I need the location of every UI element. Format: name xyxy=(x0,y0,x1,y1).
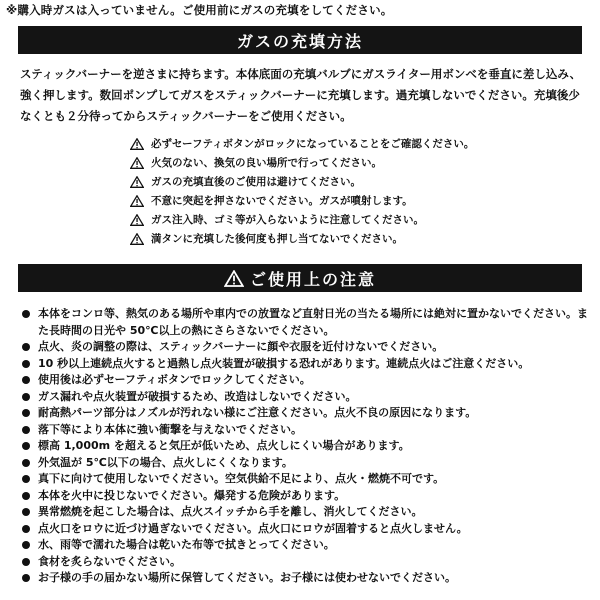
warning-triangle-icon xyxy=(130,157,144,169)
warning-triangle-icon xyxy=(130,138,144,150)
list-item-text: 10 秒以上連続点火すると過熱し点火装置が破損する恐れがあります。連続点火はご注意ください。 xyxy=(38,356,530,370)
list-item-text: お子様の手の届かない場所に保管してください。お子様には使わせないでください。 xyxy=(38,571,456,584)
caution-text: ガス注入時、ゴミ等が入らないように注意してください。 xyxy=(151,214,424,226)
warning-triangle-icon xyxy=(130,233,144,245)
purchase-gas-note: ※購入時ガスは入っていません。ご使用前にガスの充填をしてください。 xyxy=(6,3,393,17)
caution-item xyxy=(130,210,474,229)
warning-triangle-icon xyxy=(130,214,144,226)
bullet-icon xyxy=(22,475,30,483)
list-item xyxy=(22,356,592,373)
caution-item xyxy=(130,191,474,210)
list-item xyxy=(22,405,592,422)
list-item-text: 耐高熱パーツ部分はノズルが汚れない様にご注意ください。点火不良の原因になります。 xyxy=(38,406,477,419)
list-item xyxy=(22,306,592,339)
bullet-icon xyxy=(22,442,30,450)
bullet-icon xyxy=(22,310,30,318)
list-item-text: 真下に向けて使用しないでください。空気供給不足により、点火・燃焼不可です。 xyxy=(38,472,445,485)
bullet-icon xyxy=(22,426,30,434)
list-item-text: 水、雨等で濡れた場合は乾いた布等で拭きとってください。 xyxy=(38,538,335,551)
caution-text: 満タンに充填した後何度も押し当てないでください。 xyxy=(151,233,403,245)
caution-text: 必ずセーフティボタンがロックになっていることをご確認ください。 xyxy=(151,138,475,150)
caution-item xyxy=(130,172,474,191)
list-item-text: 点火口をロウに近づけ過ぎないでください。点火口にロウが固着すると点火しません。 xyxy=(38,521,468,535)
list-item xyxy=(22,339,592,356)
caution-item xyxy=(130,134,474,153)
filling-instructions: スティックバーナーを逆さまに持ちます。本体底面の充填バルブにガスライター用ボンベを垂直に差し込み、強く押します。数回ポンプしてガスをスティックバーナーに充填します。過充填しないでください。充填後少なくとも２分待ってからスティックバーナーをご使用ください。 xyxy=(20,67,582,123)
warning-triangle-icon xyxy=(130,195,144,207)
usage-precautions-list xyxy=(22,306,592,587)
list-item-text: 異常燃焼を起こした場合は、点火スイッチから手を離し、消火してください。 xyxy=(38,505,423,518)
list-item xyxy=(22,455,592,472)
bullet-icon xyxy=(22,508,30,516)
list-item xyxy=(22,471,592,488)
bullet-icon xyxy=(22,393,30,401)
list-item xyxy=(22,488,592,505)
list-item-text: 標高 1,000m を超えると気圧が低いため、点火しにくい場合があります。 xyxy=(38,439,410,452)
warning-triangle-icon xyxy=(130,176,144,188)
list-item-text: 使用後は必ずセーフティボタンでロックしてください。 xyxy=(38,373,311,386)
list-item-text: 落下等により本体に強い衝撃を与えないでください。 xyxy=(38,422,302,436)
bullet-icon xyxy=(22,459,30,467)
bullet-icon xyxy=(22,541,30,549)
section-title-usage-precautions: ご使用上の注意 xyxy=(249,269,376,289)
bullet-icon xyxy=(22,360,30,368)
list-item-text: ガス漏れや点火装置が破損するため、改造はしないでください。 xyxy=(38,389,357,403)
bullet-icon xyxy=(22,492,30,500)
section-header-usage-precautions xyxy=(18,264,582,292)
list-item-text: 点火、炎の調整の際は、スティックバーナーに顔や衣服を近付けないでください。 xyxy=(38,340,444,353)
warning-triangle-icon xyxy=(224,270,244,287)
list-item xyxy=(22,422,592,439)
bullet-icon xyxy=(22,525,30,533)
bullet-icon xyxy=(22,376,30,384)
bullet-icon xyxy=(22,409,30,417)
list-item xyxy=(22,504,592,521)
list-item xyxy=(22,389,592,406)
list-item xyxy=(22,554,592,571)
caution-item xyxy=(130,229,474,248)
bullet-icon xyxy=(22,574,30,582)
section-header-gas-filling xyxy=(18,26,582,54)
section-title-gas-filling: ガスの充填方法 xyxy=(236,31,363,51)
list-item-text: 外気温が 5℃以下の場合、点火しにくくなります。 xyxy=(38,455,293,469)
list-item xyxy=(22,438,592,455)
list-item xyxy=(22,372,592,389)
caution-item xyxy=(130,153,474,172)
list-item xyxy=(22,570,592,587)
list-item xyxy=(22,537,592,554)
caution-text: 不意に突起を押さないでください。ガスが噴射します。 xyxy=(151,195,413,207)
caution-text: ガスの充填直後のご使用は避けてください。 xyxy=(151,176,361,188)
list-item-text: 食材を炙らないでください。 xyxy=(38,554,181,568)
bullet-icon xyxy=(22,558,30,566)
list-item-text: 本体を火中に投じないでください。爆発する危険があります。 xyxy=(38,488,346,502)
filling-cautions-list xyxy=(130,134,474,248)
bullet-icon xyxy=(22,343,30,351)
list-item-text: 本体をコンロ等、熱気のある場所や車内での放置など直射日光の当たる場所には絶対に置かないでください。また長時間の日光や 50℃以上の熱にさらさないでください。 xyxy=(38,307,588,337)
list-item xyxy=(22,521,592,538)
caution-text: 火気のない、換気の良い場所で行ってください。 xyxy=(151,157,382,169)
